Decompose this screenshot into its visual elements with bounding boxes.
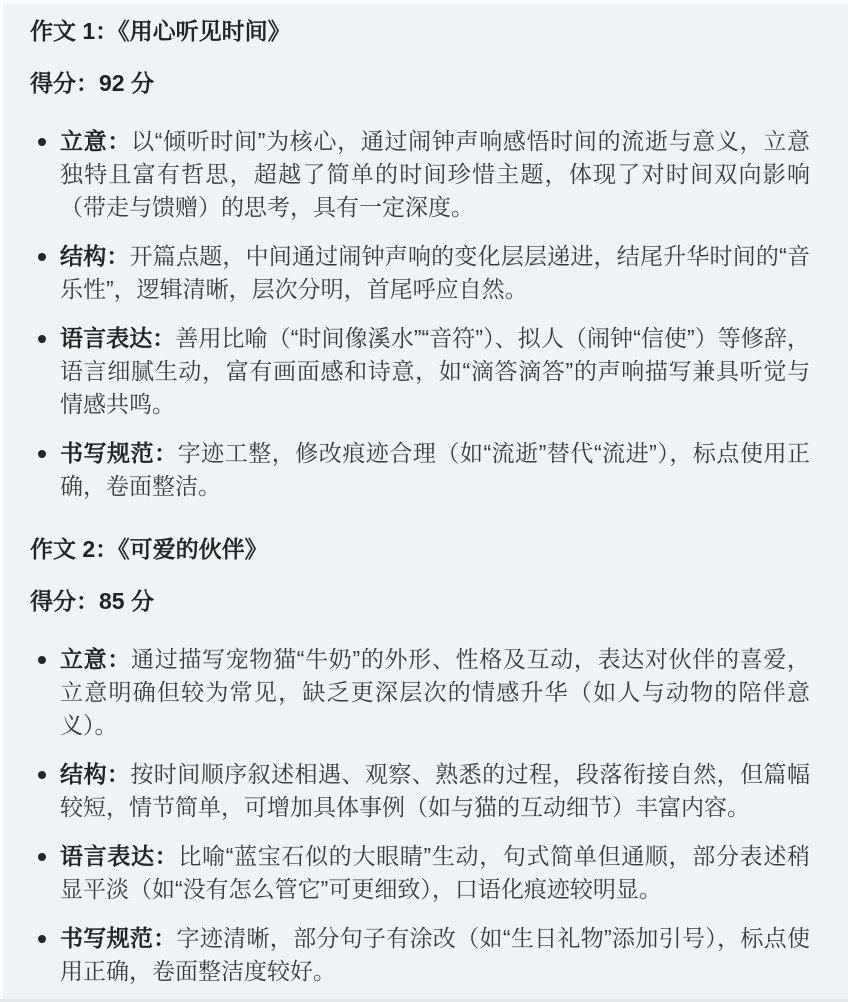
point-label: 立意： [60, 128, 132, 154]
essay-2-point-intent [30, 643, 810, 742]
bullet-icon [38, 450, 46, 458]
point-text: 字迹清晰，部分句子有涂改（如“生日礼物”添加引号），标点使用正确，卷面整洁度较好。 [60, 925, 810, 984]
point-label: 书写规范： [60, 440, 178, 466]
point-text: 善用比喻（“时间像溪水”“音符”）、拟人（闹钟“信使”）等修辞，语言细腻生动，富有画面感和诗意，如“滴答滴答”的声响描写兼具听觉与情感共鸣。 [60, 325, 810, 417]
point-label: 书写规范： [60, 925, 177, 951]
essay-2-point-structure [30, 758, 810, 824]
essay-2-point-handwriting [30, 922, 810, 988]
essay-1-score: 得分：92 分 [30, 70, 154, 96]
bullet-icon [38, 853, 46, 861]
point-label: 语言表达： [60, 325, 176, 351]
essay-2-points-list [30, 643, 810, 988]
left-edge-divider [0, 0, 3, 1002]
point-text: 比喻“蓝宝石似的大眼睛”生动，句式简单但通顺，部分表述稍显平淡（如“没有怎么管它”可更细致），口语化痕迹较明显。 [60, 843, 810, 902]
bullet-icon [38, 138, 46, 146]
point-text: 按时间顺序叙述相遇、观察、熟悉的过程，段落衔接自然，但篇幅较短，情节简单，可增加具体事例（如与猫的互动细节）丰富内容。 [60, 761, 811, 820]
point-label: 立意： [60, 646, 132, 672]
point-text: 字迹工整，修改痕迹合理（如“流逝”替代“流进”），标点使用正确，卷面整洁。 [60, 440, 811, 499]
essay-1-point-structure [30, 240, 810, 306]
bullet-icon [38, 253, 46, 261]
point-text: 开篇点题，中间通过闹钟声响的变化层层递进，结尾升华时间的“音乐性”，逻辑清晰，层次分明，首尾呼应自然。 [60, 243, 810, 302]
essay-1-point-language [30, 322, 810, 421]
essay-1-title: 作文 1：《用心听见时间》 [30, 18, 291, 44]
point-text: 通过描写宠物猫“牛奶”的外形、性格及互动，表达对伙伴的喜爱，立意明确但较为常见，缺乏更深层次的情感升华（如人与动物的陪伴意义）。 [60, 646, 811, 738]
essay-section-2 [30, 533, 810, 988]
point-label: 结构： [60, 761, 131, 787]
bullet-icon [38, 935, 46, 943]
bullet-icon [38, 335, 46, 343]
essay-1-point-intent [30, 125, 810, 224]
point-label: 结构： [60, 243, 130, 269]
essay-2-score: 得分：85 分 [30, 588, 154, 614]
point-text: 以“倾听时间”为核心，通过闹钟声响感悟时间的流逝与意义，立意独特且富有哲思，超越了简单的时间珍惜主题，体现了对时间双向影响（带走与馈赠）的思考，具有一定深度。 [60, 128, 811, 220]
essay-section-1 [30, 15, 810, 503]
essay-2-title: 作文 2：《可爱的伙伴》 [30, 536, 268, 562]
point-label: 语言表达： [60, 843, 179, 869]
essay-1-points-list [30, 125, 810, 503]
bullet-icon [38, 771, 46, 779]
bullet-icon [38, 656, 46, 664]
essay-1-point-handwriting [30, 437, 810, 503]
essay-2-point-language [30, 840, 810, 906]
top-edge-divider [0, 0, 848, 4]
